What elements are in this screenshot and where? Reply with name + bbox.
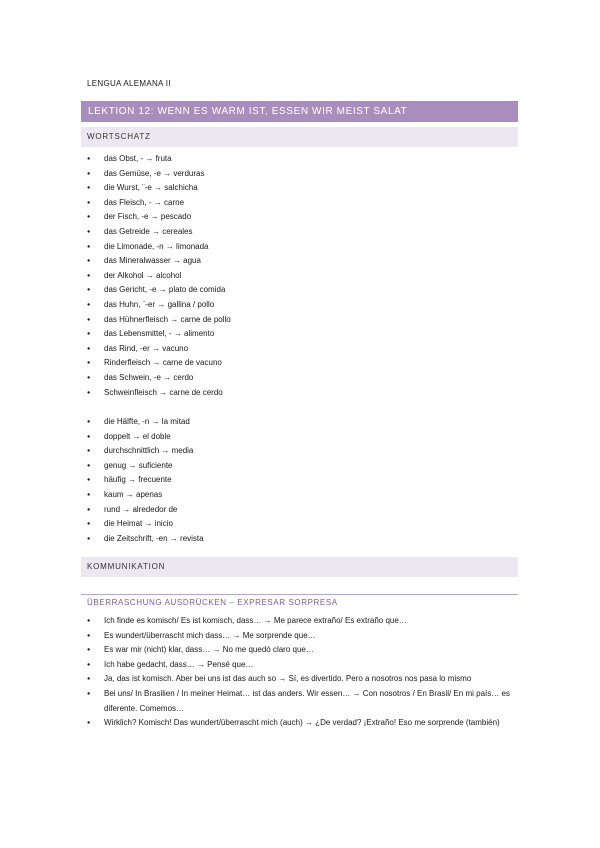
phrase-item: ● Ich finde es komisch/ Es ist komisch, dass… → Me parece extraño/ Es extraño que… <box>87 614 518 629</box>
vocab-item: ● das Hühnerfleisch → carne de pollo <box>87 313 231 328</box>
vocab-item: ● das Gericht, -e → plato de comida <box>87 283 231 298</box>
lesson-title: LEKTION 12: WENN ES WARM IST, ESSEN WIR MEIST SALAT <box>81 101 518 122</box>
vocab-item: ● der Fisch, -e → pescado <box>87 210 231 225</box>
vocab-item: ● Rinderfleisch → carne de vacuno <box>87 356 231 371</box>
section-heading-wortschatz: WORTSCHATZ <box>81 127 518 147</box>
vocab-item: ● rund → alrededor de <box>87 503 204 518</box>
phrase-item: ● Ich habe gedacht, dass… → Pensé que… <box>87 658 518 673</box>
vocab-item: ● der Alkohol → alcohol <box>87 269 231 284</box>
vocab-list-2 <box>87 415 204 546</box>
course-title: LENGUA ALEMANA II <box>87 79 171 88</box>
vocab-item: ● häufig → frecuente <box>87 473 204 488</box>
subheading-surprise: ÜBERRASCHUNG AUSDRÜCKEN – EXPRESAR SORPRESA <box>87 598 338 607</box>
phrase-item: ● Wirklich? Komisch! Das wundert/überrascht mich (auch) → ¿De verdad? ¡Extraño! Eso me sorprende (también) <box>87 716 518 731</box>
vocab-item: ● das Rind, -er → vacuno <box>87 342 231 357</box>
vocab-item: ● das Lebensmittel, - → alimento <box>87 327 231 342</box>
phrase-list <box>87 614 518 731</box>
phrase-item: ● Bei uns/ In Brasilien / In meiner Heimat… ist das anders. Wir essen… → Con nosotros / En Brasil/ En mi país… es diferente. Comemos… <box>87 687 518 716</box>
subheading-divider <box>81 594 518 595</box>
vocab-item: ● das Schwein, -e → cerdo <box>87 371 231 386</box>
section-heading-kommunikation: KOMMUNIKATION <box>81 557 518 577</box>
phrase-item: ● Ja, das ist komisch. Aber bei uns ist das auch so → Sí, es divertido. Pero a nosotros nos pasa lo mismo <box>87 672 518 687</box>
vocab-item: ● die Hälfte, -n → la mitad <box>87 415 204 430</box>
vocab-item: ● die Heimat → inicio <box>87 517 204 532</box>
vocab-item: ● die Zeitschrift, -en → revista <box>87 532 204 547</box>
phrase-item: ● Es wundert/überrascht mich dass… → Me sorprende que… <box>87 629 518 644</box>
vocab-item: ● die Wurst, ¨-e → salchicha <box>87 181 231 196</box>
vocab-item: ● Schweinfleisch → carne de cerdo <box>87 386 231 401</box>
vocab-item: ● das Getreide → cereales <box>87 225 231 240</box>
vocab-item: ● das Fleisch, - → carne <box>87 196 231 211</box>
vocab-item: ● genug → suficiente <box>87 459 204 474</box>
phrase-item: ● Es war mir (nicht) klar, dass… → No me quedó claro que… <box>87 643 518 658</box>
vocab-list-1 <box>87 152 231 400</box>
vocab-item: ● doppelt → el doble <box>87 430 204 445</box>
vocab-item: ● das Obst, - → fruta <box>87 152 231 167</box>
vocab-item: ● kaum → apenas <box>87 488 204 503</box>
vocab-item: ● die Limonade, -n → limonada <box>87 240 231 255</box>
vocab-item: ● das Huhn, ¨-er → gallina / pollo <box>87 298 231 313</box>
vocab-item: ● durchschnittlich → media <box>87 444 204 459</box>
vocab-item: ● das Mineralwasser → agua <box>87 254 231 269</box>
vocab-item: ● das Gemüse, -e → verduras <box>87 167 231 182</box>
